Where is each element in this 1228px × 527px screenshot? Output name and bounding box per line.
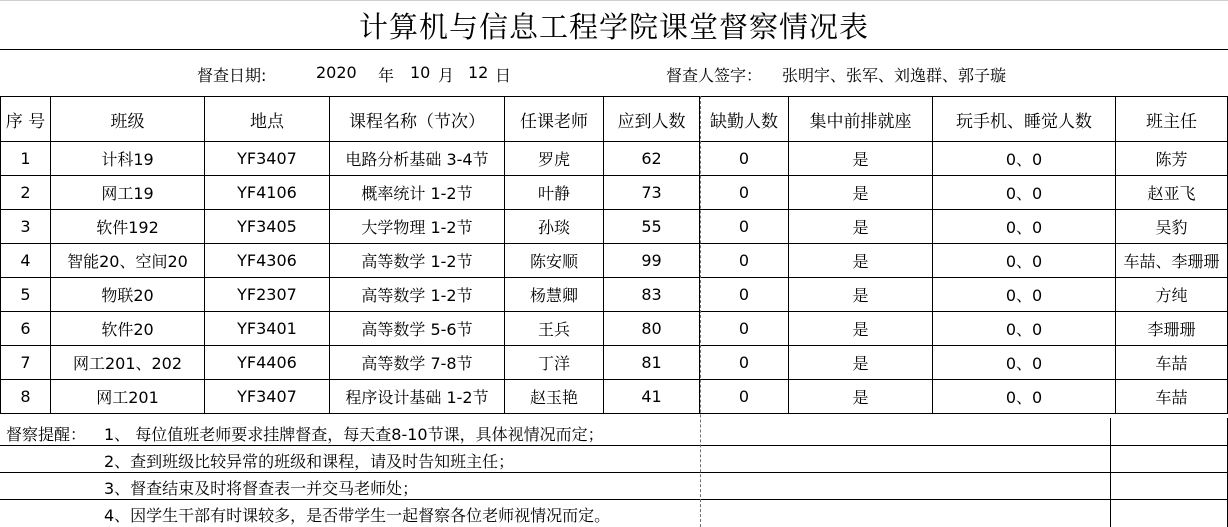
cell-course: 高等数学 7-8节 <box>330 346 505 380</box>
cell-class: 网工201 <box>51 380 205 414</box>
table-row <box>1 142 1228 176</box>
cell-absent: 0 <box>700 176 789 210</box>
cell-absent: 0 <box>700 312 789 346</box>
cell-head-teacher: 吴豹 <box>1116 210 1228 244</box>
header-course: 课程名称（节次） <box>330 97 505 142</box>
cell-front-seating: 是 <box>789 380 933 414</box>
cell-absent: 0 <box>700 244 789 278</box>
note-line-3 <box>0 472 1228 500</box>
cell-index: 8 <box>1 380 51 414</box>
header-head-teacher: 班主任 <box>1116 97 1228 142</box>
date-month: 10 <box>410 63 431 82</box>
cell-course: 概率统计 1-2节 <box>330 176 505 210</box>
cell-index: 6 <box>1 312 51 346</box>
note-item-3: 3、督查结束及时将督查表一并交马老师处； <box>104 479 419 498</box>
date-signature-row <box>0 48 1228 97</box>
cell-expected: 81 <box>604 346 700 380</box>
header-class: 班级 <box>51 97 205 142</box>
cell-head-teacher: 车喆、李珊珊 <box>1116 244 1228 278</box>
cell-teacher: 叶静 <box>505 176 604 210</box>
cell-head-teacher: 李珊珊 <box>1116 312 1228 346</box>
cell-phone-sleep: 0、0 <box>933 244 1116 278</box>
cell-teacher: 丁洋 <box>505 346 604 380</box>
header-front-seating: 集中前排就座 <box>789 97 933 142</box>
cell-absent: 0 <box>700 380 789 414</box>
cell-absent: 0 <box>700 142 789 176</box>
cell-location: YF4106 <box>205 176 330 210</box>
inspection-table <box>0 96 1228 414</box>
cell-absent: 0 <box>700 278 789 312</box>
date-day: 12 <box>468 63 489 82</box>
cell-expected: 83 <box>604 278 700 312</box>
cell-location: YF2307 <box>205 278 330 312</box>
note-line-1 <box>0 418 1228 446</box>
cell-front-seating: 是 <box>789 244 933 278</box>
date-year: 2020 <box>316 63 357 82</box>
note-item-1: 1、 每位值班老师要求挂牌督查，每天查8-10节课，具体视情况而定； <box>104 425 604 444</box>
cell-course: 高等数学 1-2节 <box>330 278 505 312</box>
cell-phone-sleep: 0、0 <box>933 176 1116 210</box>
cell-location: YF3407 <box>205 380 330 414</box>
table-body <box>1 142 1228 414</box>
cell-class: 软件20 <box>51 312 205 346</box>
cell-class: 软件192 <box>51 210 205 244</box>
table-row <box>1 278 1228 312</box>
notes-divider-right <box>1110 418 1111 527</box>
cell-head-teacher: 方纯 <box>1116 278 1228 312</box>
cell-class: 物联20 <box>51 278 205 312</box>
cell-teacher: 杨慧卿 <box>505 278 604 312</box>
notes-section <box>0 418 1228 527</box>
cell-absent: 0 <box>700 346 789 380</box>
cell-expected: 41 <box>604 380 700 414</box>
header-expected: 应到人数 <box>604 97 700 142</box>
cell-location: YF3405 <box>205 210 330 244</box>
cell-expected: 55 <box>604 210 700 244</box>
note-line-4 <box>0 499 1228 526</box>
note-line-2 <box>0 445 1228 473</box>
cell-phone-sleep: 0、0 <box>933 142 1116 176</box>
cell-class: 智能20、空间20 <box>51 244 205 278</box>
cell-head-teacher: 车喆 <box>1116 380 1228 414</box>
cell-teacher: 王兵 <box>505 312 604 346</box>
table-row <box>1 312 1228 346</box>
cell-head-teacher: 车喆 <box>1116 346 1228 380</box>
cell-class: 网工201、202 <box>51 346 205 380</box>
cell-front-seating: 是 <box>789 210 933 244</box>
date-month-unit: 月 <box>438 66 455 85</box>
cell-phone-sleep: 0、0 <box>933 346 1116 380</box>
cell-phone-sleep: 0、0 <box>933 380 1116 414</box>
cell-teacher: 孙琰 <box>505 210 604 244</box>
cell-teacher: 陈安顺 <box>505 244 604 278</box>
cell-front-seating: 是 <box>789 278 933 312</box>
cell-index: 7 <box>1 346 51 380</box>
cell-index: 4 <box>1 244 51 278</box>
cell-index: 3 <box>1 210 51 244</box>
cell-class: 计科19 <box>51 142 205 176</box>
header-teacher: 任课老师 <box>505 97 604 142</box>
cell-teacher: 罗虎 <box>505 142 604 176</box>
cell-location: YF4406 <box>205 346 330 380</box>
cell-front-seating: 是 <box>789 312 933 346</box>
table-row <box>1 380 1228 414</box>
signer-names: 张明宇、张军、刘逸群、郭子璇 <box>782 66 1007 85</box>
cell-teacher: 赵玉艳 <box>505 380 604 414</box>
header-location: 地点 <box>205 97 330 142</box>
date-day-unit: 日 <box>495 66 512 85</box>
cell-expected: 80 <box>604 312 700 346</box>
cell-course: 大学物理 1-2节 <box>330 210 505 244</box>
cell-course: 高等数学 1-2节 <box>330 244 505 278</box>
cell-expected: 62 <box>604 142 700 176</box>
page-break-line <box>700 96 701 527</box>
table-row <box>1 346 1228 380</box>
cell-course: 电路分析基础 3-4节 <box>330 142 505 176</box>
cell-phone-sleep: 0、0 <box>933 312 1116 346</box>
cell-course: 高等数学 5-6节 <box>330 312 505 346</box>
cell-phone-sleep: 0、0 <box>933 210 1116 244</box>
table-row <box>1 176 1228 210</box>
cell-course: 程序设计基础 1-2节 <box>330 380 505 414</box>
cell-index: 5 <box>1 278 51 312</box>
notes-label: 督察提醒： <box>6 425 87 444</box>
header-absent: 缺勤人数 <box>700 97 789 142</box>
sheet-title: 计算机与信息工程学院课堂督察情况表 <box>0 0 1228 50</box>
cell-location: YF3407 <box>205 142 330 176</box>
cell-expected: 73 <box>604 176 700 210</box>
header-index: 序 号 <box>1 97 51 142</box>
table-header-row <box>1 97 1228 142</box>
cell-index: 1 <box>1 142 51 176</box>
cell-front-seating: 是 <box>789 346 933 380</box>
header-phone-sleep: 玩手机、睡觉人数 <box>933 97 1116 142</box>
cell-head-teacher: 赵亚飞 <box>1116 176 1228 210</box>
cell-head-teacher: 陈芳 <box>1116 142 1228 176</box>
signer-label: 督查人签字： <box>666 66 763 85</box>
cell-expected: 99 <box>604 244 700 278</box>
cell-index: 2 <box>1 176 51 210</box>
cell-absent: 0 <box>700 210 789 244</box>
note-item-2: 2、查到班级比较异常的班级和课程，请及时告知班主任； <box>104 452 515 471</box>
table-row <box>1 210 1228 244</box>
cell-class: 网工19 <box>51 176 205 210</box>
note-item-4: 4、因学生干部有时课较多，是否带学生一起督察各位老师视情况而定。 <box>104 506 611 525</box>
cell-front-seating: 是 <box>789 142 933 176</box>
cell-location: YF4306 <box>205 244 330 278</box>
cell-location: YF3401 <box>205 312 330 346</box>
date-year-unit: 年 <box>378 66 395 85</box>
cell-phone-sleep: 0、0 <box>933 278 1116 312</box>
table-row <box>1 244 1228 278</box>
cell-front-seating: 是 <box>789 176 933 210</box>
date-label: 督查日期: <box>197 66 267 85</box>
